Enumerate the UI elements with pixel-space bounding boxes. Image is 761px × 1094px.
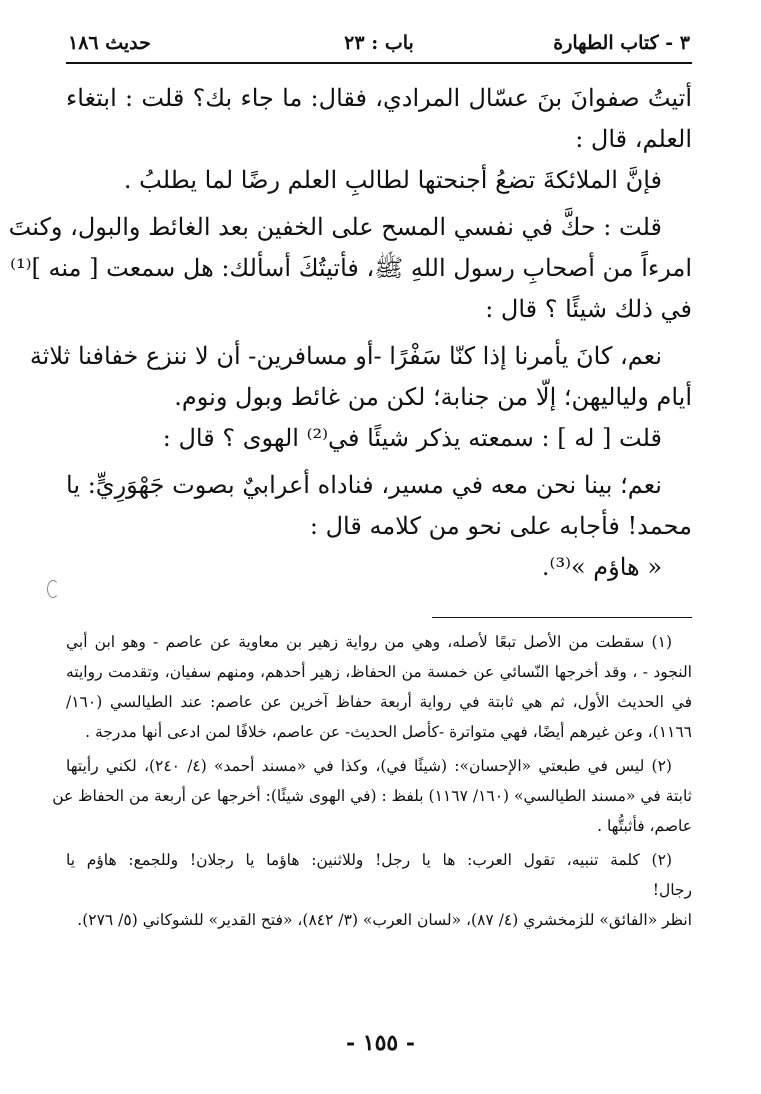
footnote-line: رجال! bbox=[652, 881, 692, 899]
footnote-line: ١١٦٦)، وعن غيرهم أيضًا، فهي متواترة -كأصل الحديث- عن عاصم، خلافًا لمن ادعى أنها مدرجة . bbox=[85, 723, 692, 741]
footnote-line: (١) سقطت من الأصل تبعًا لأصله، وهي من رواية زهير بن معاوية عن عاصم - وهو ابن أبي bbox=[66, 633, 672, 651]
chapter-title: ٣ - كتاب الطهارة bbox=[553, 32, 690, 54]
text-line: « هاؤم »⁽³⁾. bbox=[541, 553, 662, 581]
page-number: - ١٥٥ - bbox=[345, 1030, 416, 1056]
footnote-line: انظر «الفائق» للزمخشري (٤/ ٨٧)، «لسان العرب» (٣/ ٨٤٢)، «فتح القدير» للشوكاني (٥/ ٢٧٦). bbox=[77, 911, 692, 929]
footnote-line: (٢) ليس في طبعتي «الإحسان»: (شيئًا في)، وكذا في «مسند أحمد» (٤/ ٢٤٠)، لكني رأيتها bbox=[66, 757, 672, 775]
footnote-line: ثابتة في «مسند الطيالسي» (١٦٠/ ١١٦٧) بلفظ : (في الهوى شيئًا): أخرجها عن أربعة من الحفاظ عن bbox=[52, 787, 692, 805]
hadith-number: حديث ١٨٦ bbox=[68, 32, 151, 54]
text-line: محمد! فأجابه على نحو من كلامه قال : bbox=[309, 512, 692, 540]
footnote-line: عاصم، فأثبتُّها . bbox=[597, 817, 692, 835]
footnote-line: (٢) كلمة تنبيه، تقول العرب: ها يا رجل! وللاثنين: هاؤما يا رجلان! وللجمع: هاؤم يا bbox=[66, 851, 672, 869]
hadith-text bbox=[8, 78, 692, 588]
text-line: فإنَّ الملائكةَ تضعُ أجنحتها لطالبِ العلم رضًا لما يطلبُ . bbox=[123, 166, 662, 194]
footnote-divider bbox=[432, 617, 692, 618]
text-line: امرءاً من أصحابِ رسول اللهِ ﷺ، فأتيتُكَ أسألك: هل سمعت [ منه ]⁽¹⁾ bbox=[10, 254, 692, 282]
text-line: العلم، قال : bbox=[575, 125, 692, 153]
bab-number: باب : ٢٣ bbox=[344, 32, 414, 54]
margin-mark bbox=[47, 580, 59, 598]
text-line: قلت : حكَّ في نفسي المسح على الخفين بعد الغائط والبول، وكنتَ bbox=[8, 213, 662, 241]
text-line: نعم، كانَ يأمرنا إذا كنّا سَفْرًا -أو مسافرين- أن لا ننزع خفافنا ثلاثة bbox=[29, 342, 662, 370]
footnotes bbox=[52, 627, 692, 935]
running-header bbox=[68, 28, 690, 58]
text-line: أتيتُ صفوانَ بنَ عسّال المرادي، فقال: ما جاء بك؟ قلت : ابتغاء bbox=[66, 84, 692, 112]
text-line: قلت [ له ] : سمعته يذكر شيئًا في⁽²⁾ الهوى ؟ قال : bbox=[162, 424, 662, 452]
footnote-line: النجود - ، وقد أخرجها النّسائي عن خمسة من الحفاظ، زهير أحدهم، ومنهم سفيان، وتقدمت روايته bbox=[66, 663, 692, 681]
header-divider bbox=[66, 62, 692, 64]
footnote-line: في الحديث الأول، ثم هي ثابتة في رواية أربعة حفاظ آخرين عن عاصم: عند الطيالسي (١٦٠/ bbox=[66, 693, 692, 711]
text-line: في ذلك شيئًا ؟ قال : bbox=[485, 295, 692, 323]
text-line: نعم؛ بينا نحن معه في مسير، فناداه أعرابيٌ بصوت جَهْوَرِيٍّ: يا bbox=[66, 471, 662, 499]
text-line: أيام ولياليهن؛ إلّا من جنابة؛ لكن من غائط وبول ونوم. bbox=[174, 383, 692, 411]
